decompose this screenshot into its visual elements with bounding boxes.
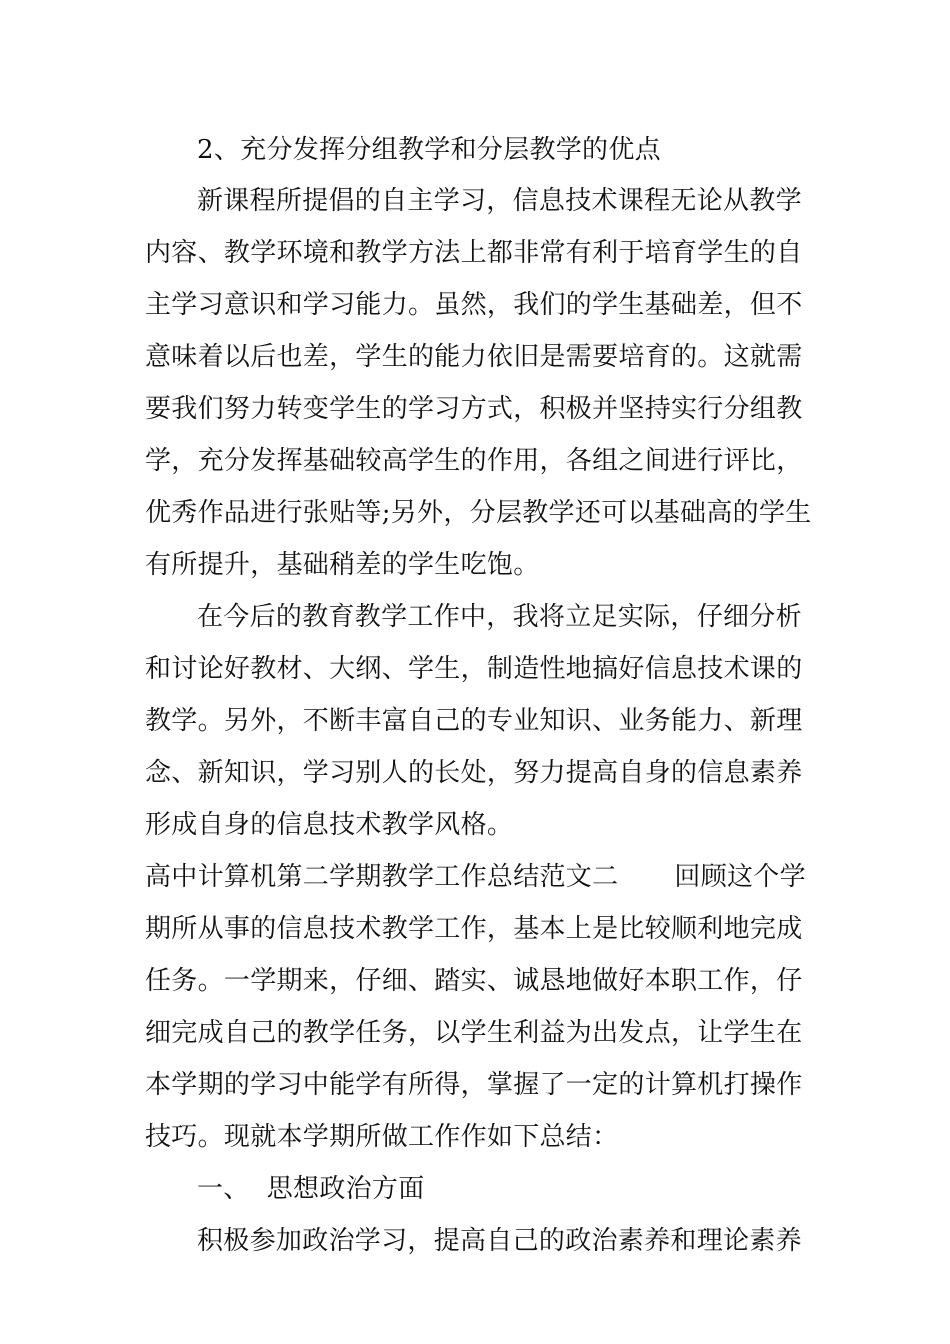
paragraph-1-line-7: 优秀作品进行张贴等;另外，分层教学还可以基础高的学生 — [145, 498, 812, 528]
paragraph-1-line-2: 内容、教学环境和教学方法上都非常有利于培育学生的自 — [145, 238, 803, 268]
paragraph-2-line-1: 在今后的教育教学工作中，我将立足实际，仔细分析 — [197, 602, 802, 632]
paragraph-1-line-5: 要我们努力转变学生的学习方式，积极并坚持实行分组教 — [145, 394, 803, 424]
paragraph-2-line-5: 形成自身的信息技术教学风格。 — [145, 810, 514, 840]
paragraph-1-line-1: 新课程所提倡的自主学习，信息技术课程无论从教学 — [197, 186, 802, 216]
paragraph-4-line-1: 积极参加政治学习，提高自己的政治素养和理论素养 — [197, 1226, 802, 1256]
paragraph-3-line-4: 本学期的学习中能学有所得，掌握了一定的计算机打操作 — [145, 1070, 803, 1100]
paragraph-3-line-2: 任务。一学期来，仔细、踏实、诚恳地做好本职工作，仔 — [145, 966, 803, 996]
paragraph-1-line-3: 主学习意识和学习能力。虽然，我们的学生基础差，但不 — [145, 290, 803, 320]
section-title-tail: 回顾这个学 — [674, 862, 806, 892]
paragraph-3-line-5: 技巧。现就本学期所做工作作如下总结： — [145, 1122, 619, 1152]
paragraph-3-line-1: 期所从事的信息技术教学工作，基本上是比较顺利地完成 — [145, 914, 803, 944]
paragraph-2-line-2: 和讨论好教材、大纲、学生，制造性地搞好信息技术课的 — [145, 654, 803, 684]
subheading-1: 一、 思想政治方面 — [197, 1174, 425, 1204]
paragraph-1-line-4: 意味着以后也差，学生的能力依旧是需要培育的。这就需 — [145, 342, 803, 372]
paragraph-1-line-8: 有所提升，基础稍差的学生吃饱。 — [145, 550, 540, 580]
subheading-2: 2、充分发挥分组教学和分层教学的优点 — [197, 135, 661, 165]
section-title: 高中计算机第二学期教学工作总结范文二 — [145, 862, 619, 892]
paragraph-2-line-3: 教学。另外，不断丰富自己的专业知识、业务能力、新理 — [145, 706, 803, 736]
paragraph-3-line-3: 细完成自己的教学任务，以学生利益为出发点，让学生在 — [145, 1018, 803, 1048]
paragraph-2-line-4: 念、新知识，学习别人的长处，努力提高自身的信息素养 — [145, 758, 803, 788]
paragraph-1-line-6: 学，充分发挥基础较高学生的作用，各组之间进行评比， — [145, 446, 803, 476]
section-title-line — [145, 861, 806, 893]
